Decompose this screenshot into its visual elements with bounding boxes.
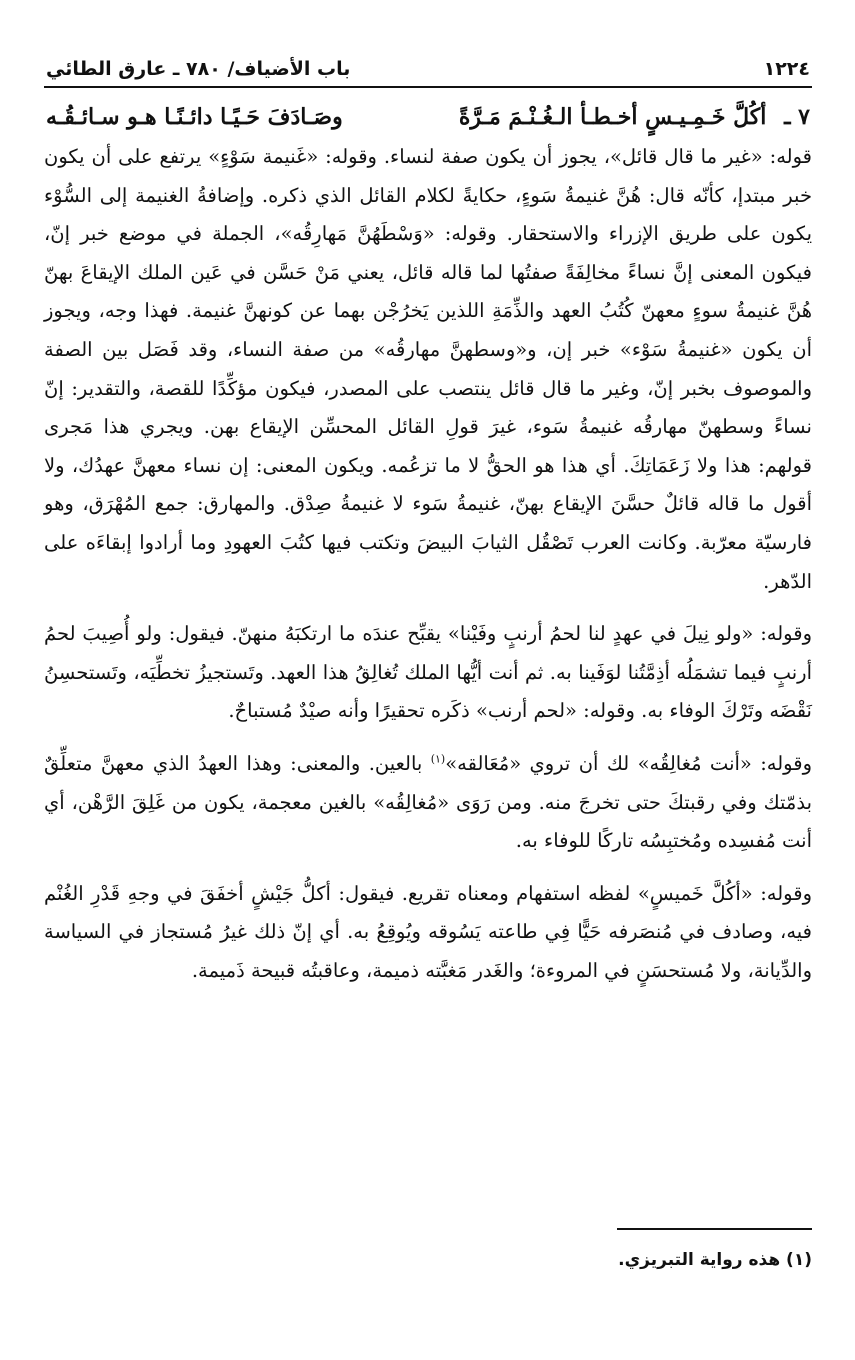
paragraph-text-continued: بالعين. والمعنى: وهذا العهدُ الذي معهنَّ متعلِّقٌ بذمّتك وفي رقبتكَ حتى تخرجَ منه. ومن رَوَى «مُغالِقُه» بالغين معجمة، يكون من غَلِقَ الرَّهْن، أي أنت مُفسِده ومُختبِسُه تاركًا للوفاء به. (44, 751, 812, 853)
page-number: ١٢٢٤ (763, 58, 810, 80)
footnote-separator (617, 1228, 812, 1230)
footnote-reference[interactable]: (١) (430, 752, 446, 766)
commentary-paragraph: وقوله: «ولو نِيلَ في عهدٍ لنا لحمُ أرنبٍ وفَيْنا» يقبِّح عندَه ما ارتكبَهُ منهنّ. فيقول: ولو أُصِيبَ لحمُ أرنبٍ فيما تشمَلُه أذِمَّتُنا لوَفَينا به. ثم أنت أيُّها الملك تُغالِقُ هذا العهد. وتَستجيزُ تخطِّيَه، وتَستحسِنُ نَقْضَه وتَرْكَ الوفاء به. وقوله: «لحم أرنب» ذكَره تحقيرًا وأنه صيْدٌ مُستباحٌ. (44, 622, 812, 723)
poem-verse (44, 104, 812, 130)
commentary-paragraph: قوله: «غير ما قال قائل»، يجوز أن يكون صفة لنساء. وقوله: «غَنيمة سَوْءٍ» يرتفع على أن يكون خبر مبتدإ، كأنّه قال: هُنَّ غنيمةُ سَوءٍ، حكايةً لكلام القائل الذي ذكره. وإضافةُ الغنيمة إلى السُّوْء يكون على طريق الإزراء والاستحقار. وقوله: «وَسْطَهُنَّ مَهارِقُه»، الجملة في موضع خبر إنّ، فيكون المعنى إنَّ نساءً مخالِفَةً صفتُها لما قاله قائل، يعني مَنْ حَسَّن في عَين الملك الإيقاعَ بهنّ هُنَّ غنيمةُ سوءٍ معهنّ كُتُبُ العهد والذِّمَةِ اللذين يَخرُجْن بهما عن كونهنَّ غنيمة. فهذا وجه، ويجوز أن يكون «غنيمةُ سَوْء» خبر إن، و«وسطهنَّ مهارقُه» من صفة النساء، وقد فَصَل بين الصفة والموصوف بخبر إنّ، وغير ما قال قائل ينتصب على المصدر، فيكون مؤكِّدًا للقصة، والتقدير: إنّ نساءً وسطهنّ مهارقُه غنيمةُ سَوء، غيرَ قولِ القائل المحسِّن الإيقاع بهن. ويجري هذا مَجرى قولهم: هذا ولا زَعَمَاتِكَ. أي هذا هو الحقُّ لا ما تزعُمه. ويكون المعنى: إن نساء معهنَّ عهدُك، ولا أقول ما قاله قائلٌ حسَّنَ الإيقاع بهنّ، غنيمةُ سَوء لا غنيمةُ صِدْق. والمهارق: جمع المُهْرَق، وهو فارسيّة معرّبة. وكانت العرب تَصْقُل الثيابَ البيضَ وتكتب فيها كتُبَ العهودِ وما أرادوا إبقاءَه على الدّهر. (44, 145, 812, 593)
verse-hemistich-first: أكُلَّ خَـمِـيـسٍ أخـطـأ الـغُـنْـمَ مَـرَّةً (458, 104, 767, 130)
footnote: (١) هذه رواية التبريزي. (618, 1250, 812, 1270)
commentary-paragraph: وقوله: «أكُلَّ خَميسٍ» لفظه استفهام ومعناه تقريع. فيقول: أكلُّ جَيْشٍ أخفَقَ في وجهِ قَدْرِ الغُنْم فيه، وصادف في مُنصَرفه حَيًّا فِي طاعته يَسُوقه ويُوقِعُ به. أي إنّ ذلك غيرُ مُستجاز في السياسة والدِّيانة، ولا مُستحسَنٍ في المروءة؛ والغَدر مَغبَّته ذميمة، وعاقبتُه قبيحة ذَميمة. (44, 881, 812, 982)
running-title: باب الأضياف/ ٧٨٠ ـ عارق الطائي (46, 58, 351, 80)
verse-hemistich-second: وصَـادَفَ حَـيًـا دائـنًـا هـو سـائـقُـه (46, 104, 343, 130)
book-page (44, 58, 812, 1270)
commentary-paragraph (44, 745, 812, 861)
running-header (44, 58, 812, 88)
verse-number: ٧ ـ (784, 104, 810, 130)
paragraph-text: وقوله: «أنت مُغالِقُه» لك أن تروي «مُعَالقه» (445, 751, 812, 775)
commentary-body (44, 138, 812, 990)
